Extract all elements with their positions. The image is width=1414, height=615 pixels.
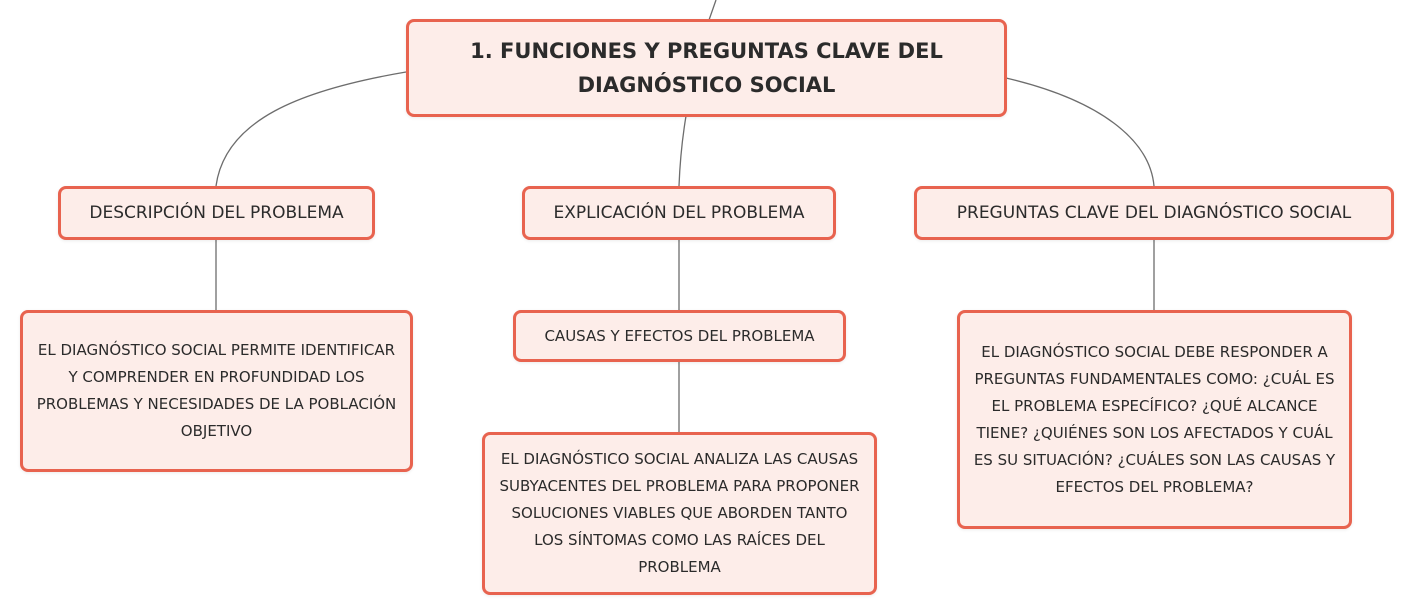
detail-node-text: EL DIAGNÓSTICO SOCIAL PERMITE IDENTIFICAR Y COMPRENDER EN PROFUNDIDAD LOS PROBLEMAS Y NECESIDADES DE LA POBLACIÓN OBJETIVO (36, 341, 397, 440)
branch-node-questions[interactable] (914, 186, 1394, 240)
detail-node-text: EL DIAGNÓSTICO SOCIAL ANALIZA LAS CAUSAS SUBYACENTES DEL PROBLEMA PARA PROPONER SOLUCIONES VIABLES QUE ABORDEN TANTO LOS SÍNTOMAS COMO LAS RAÍCES DEL PROBLEMA (499, 450, 860, 576)
detail-node-explanation[interactable] (482, 432, 877, 595)
branch-node-description[interactable] (58, 186, 375, 240)
connector-root-to-description (216, 72, 406, 186)
branch-node-label: PREGUNTAS CLAVE DEL DIAGNÓSTICO SOCIAL (956, 203, 1352, 223)
root-node[interactable] (406, 19, 1007, 117)
connector-root-to-explanation (679, 116, 686, 186)
branch-node-label: EXPLICACIÓN DEL PROBLEMA (553, 203, 805, 223)
detail-node-description[interactable] (20, 310, 413, 472)
connector-root-to-questions (1006, 78, 1154, 186)
root-node-title: 1. FUNCIONES Y PREGUNTAS CLAVE DEL DIAGNÓSTICO SOCIAL (470, 39, 943, 97)
branch-node-explanation[interactable] (522, 186, 836, 240)
connector-parent-to-root (709, 0, 716, 20)
sub-node-causes-effects[interactable] (513, 310, 846, 362)
branch-node-label: DESCRIPCIÓN DEL PROBLEMA (89, 203, 344, 223)
sub-node-label: CAUSAS Y EFECTOS DEL PROBLEMA (544, 327, 815, 345)
detail-node-questions[interactable] (957, 310, 1352, 529)
detail-node-text: EL DIAGNÓSTICO SOCIAL DEBE RESPONDER A PREGUNTAS FUNDAMENTALES COMO: ¿CUÁL ES EL PROBLEMA ESPECÍFICO? ¿QUÉ ALCANCE TIENE? ¿QUIÉNES SON LOS AFECTADOS Y CUÁL ES SU SITUACIÓN? ¿CUÁLES SON LAS CAUSAS Y EFECTOS DEL PROBLEMA? (973, 342, 1336, 496)
